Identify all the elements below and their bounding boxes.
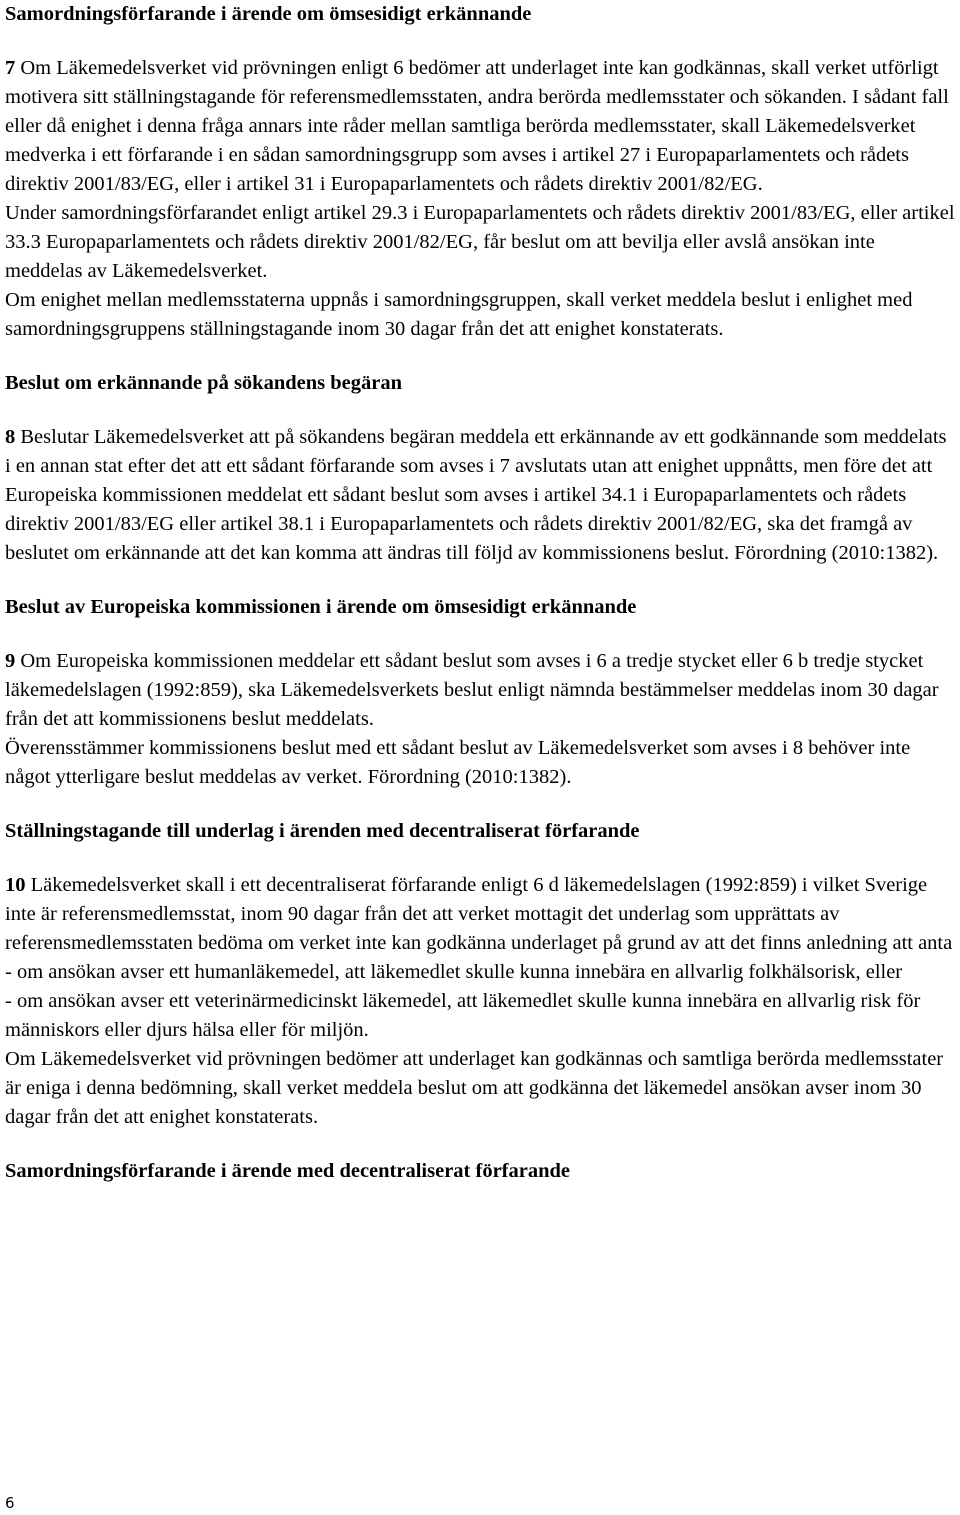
section-7-intro <box>5 54 957 199</box>
section-text: Överensstämmer kommissionens beslut med ett sådant beslut av Läkemedelsverket som avses i 8 behöver inte något ytterligare beslut meddelas av verket. Förordning (2010:1382). <box>5 737 911 788</box>
section-number: 10 <box>5 874 26 896</box>
document-page <box>5 0 957 1186</box>
section-number: 7 <box>5 57 16 79</box>
page-number: 6 <box>5 1494 15 1512</box>
section-text: Läkemedelsverket skall i ett decentraliserat förfarande enligt 6 d läkemedelslagen (1992:859) i vilket Sverige inte är referensmedlemsstat, inom 90 dagar från det att verket mottagit det underlag som upprättats av referensmedlemsstaten bedöma om verket inte kan godkänna underlaget på grund av att det finns anledning att anta <box>5 874 953 954</box>
paragraph-section-7 <box>5 54 957 344</box>
section-heading: Beslut om erkännande på sökandens begäran <box>5 372 402 394</box>
section-10-intro <box>5 871 957 958</box>
section-9-intro <box>5 647 957 734</box>
section-text: - om ansökan avser ett humanläkemedel, att läkemedlet skulle kunna innebära en allvarlig folkhälsorisk, eller <box>5 961 903 983</box>
section-number: 9 <box>5 650 16 672</box>
paragraph-section-8 <box>5 423 957 568</box>
section-heading: Beslut av Europeiska kommissionen i ärende om ömsesidigt erkännande <box>5 596 637 618</box>
section-heading: Samordningsförfarande i ärende om ömsesidigt erkännande <box>5 3 532 25</box>
section-8-intro <box>5 423 957 568</box>
section-text: Om Europeiska kommissionen meddelar ett sådant beslut som avses i 6 a tredje stycket eller 6 b tredje stycket läkemedelslagen (1992:859), ska Läkemedelsverkets beslut enligt nämnda bestämmelser meddelas inom 30 dagar från det att kommissionens beslut meddelats. <box>5 650 939 730</box>
section-text: Beslutar Läkemedelsverket att på sökandens begäran meddela ett erkännande av ett godkännande som meddelats i en annan stat efter det att ett sådant förfarande som avses i 7 avslutats utan att enighet uppnåtts, men före det att Europeiska kommissionen meddelat ett sådant beslut som avses i artikel 34.1 i Europaparlamentets och rådets direktiv 2001/83/EG eller artikel 38.1 i Europaparlamentets och rådets direktiv 2001/82/EG, ska det framgå av beslutet om erkännande att det kan komma att ändras till följd av kommissionens beslut. Förordning (2010:1382). <box>5 426 947 564</box>
section-text: Om enighet mellan medlemsstaterna uppnås i samordningsgruppen, skall verket meddela beslut i enlighet med samordningsgruppens ställningstagande inom 30 dagar från det att enighet konstaterats. <box>5 289 913 340</box>
section-number: 8 <box>5 426 16 448</box>
paragraph-section-9 <box>5 647 957 792</box>
section-heading: Samordningsförfarande i ärende med decentraliserat förfarande <box>5 1160 571 1182</box>
paragraph-section-10 <box>5 871 957 1132</box>
section-text: - om ansökan avser ett veterinärmedicinskt läkemedel, att läkemedlet skulle kunna innebära en allvarlig risk för människors eller djurs hälsa eller för miljön. <box>5 990 921 1041</box>
section-text: Om Läkemedelsverket vid prövningen enligt 6 bedömer att underlaget inte kan godkännas, skall verket utförligt motivera sitt ställningstagande för referensmedlemsstaten, andra berörda medlemsstater och sökanden. I sådant fall eller då enighet i denna fråga annars inte råder mellan samtliga berörda medlemsstater, skall Läkemedelsverket medverka i ett förfarande i en sådan samordningsgrupp som avses i artikel 27 i Europaparlamentets och rådets direktiv 2001/83/EG, eller i artikel 31 i Europaparlamentets och rådets direktiv 2001/82/EG. <box>5 57 949 195</box>
section-text: Om Läkemedelsverket vid prövningen bedömer att underlaget kan godkännas och samtliga berörda medlemsstater är eniga i denna bedömning, skall verket meddela beslut om att godkänna det läkemedel ansökan avser inom 30 dagar från det att enighet konstaterats. <box>5 1048 944 1128</box>
section-heading: Ställningstagande till underlag i ärenden med decentraliserat förfarande <box>5 820 640 842</box>
section-text: Under samordningsförfarandet enligt artikel 29.3 i Europaparlamentets och rådets direktiv 2001/83/EG, eller artikel 33.3 Europaparlamentets och rådets direktiv 2001/82/EG, får beslut om att bevilja eller avslå ansökan inte meddelas av Läkemedelsverket. <box>5 202 955 282</box>
